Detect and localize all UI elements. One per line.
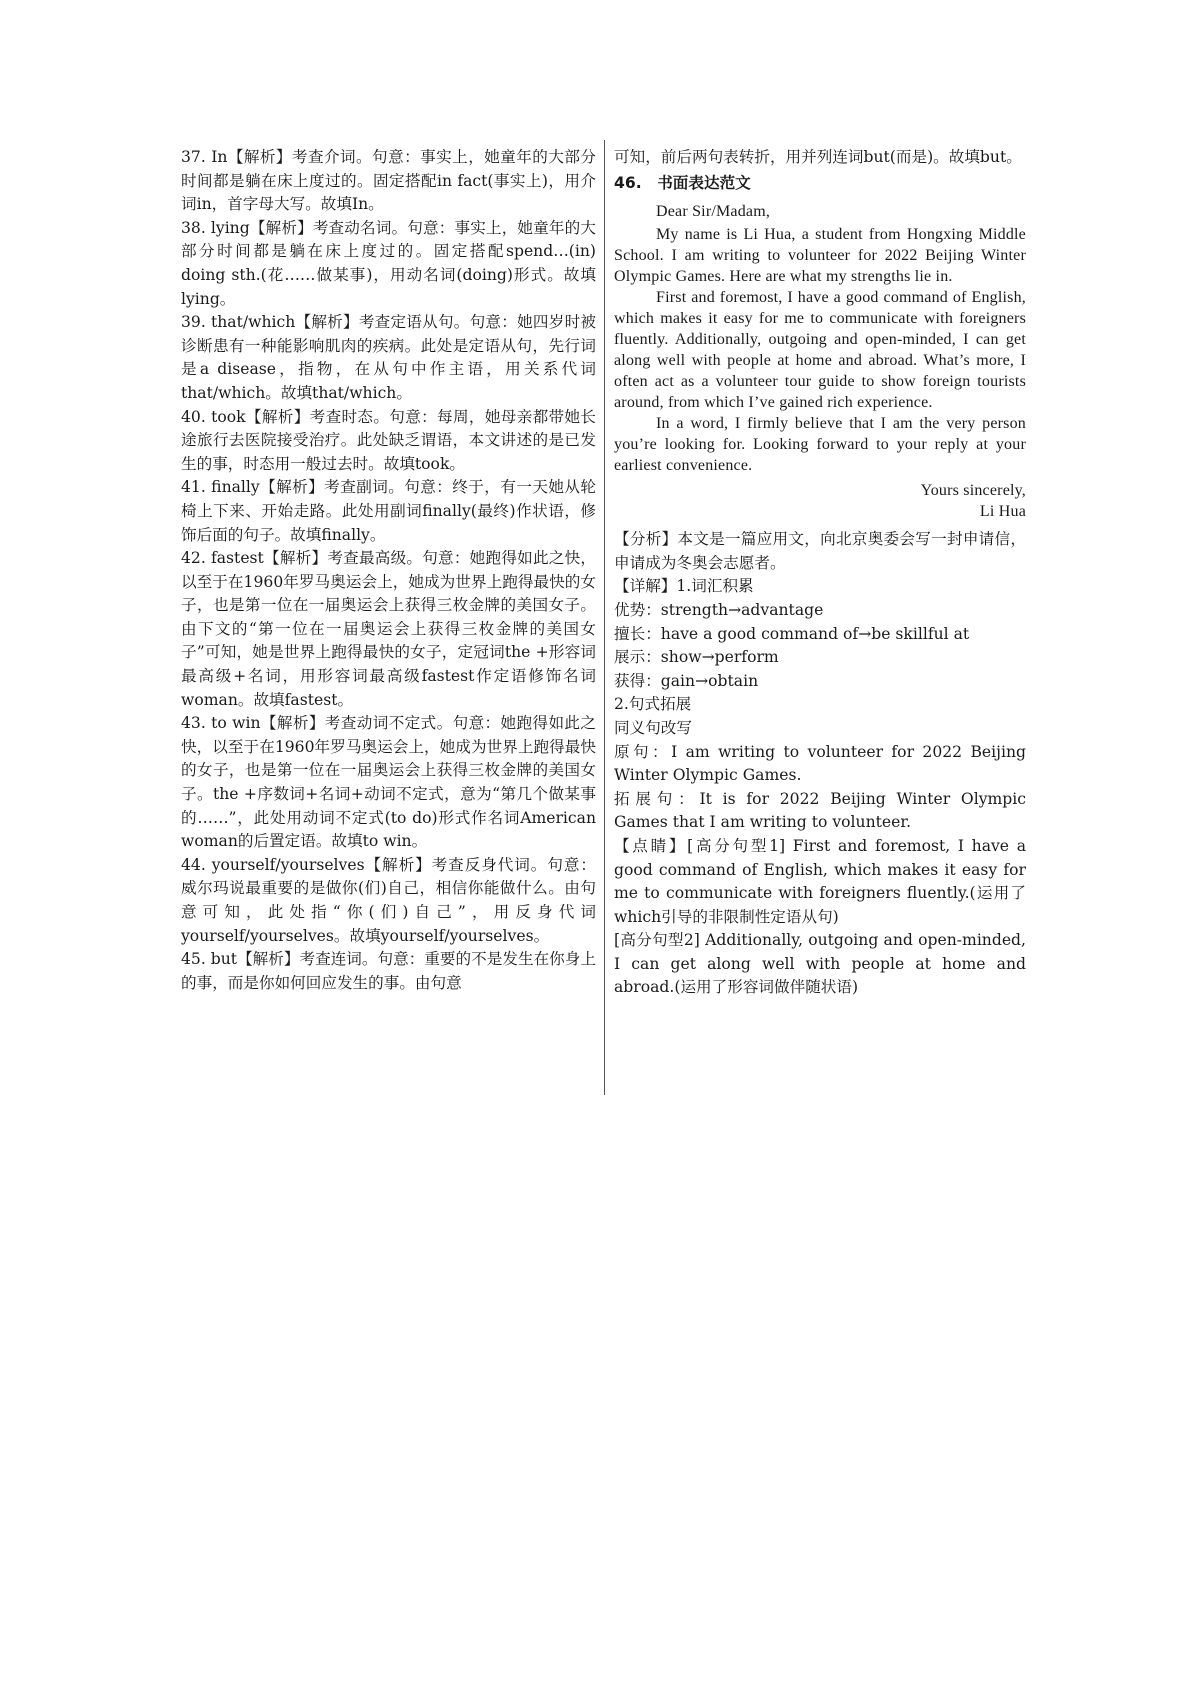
answer-item-41 bbox=[181, 476, 596, 547]
note-original-sentence: 原句：I am writing to volunteer for 2022 Beijing Winter Olympic Games. bbox=[614, 742, 1026, 785]
note-vocab-4: 获得：gain→obtain bbox=[614, 671, 759, 690]
answer-number: 44. yourself/yourselves bbox=[181, 855, 365, 874]
answer-explanation: 【解析】考查动名词。句意：事实上，她童年的大部分时间都是躺在床上度过的。固定搭配spend…(in) doing sth.(花……做某事)，用动名词(doing)形式。故填lying。 bbox=[181, 218, 596, 308]
answer-explanation: 【解析】考查连词。句意：重要的不是发生在你身上的事，而是你如何回应发生的事。由句意 bbox=[181, 950, 596, 992]
answer-item-40 bbox=[181, 406, 596, 477]
answer-item-44 bbox=[181, 854, 596, 948]
note-highlight-2: [高分句型2] Additionally, outgoing and open-minded, I can get along well with people at home and abroad.(运用了形容词做伴随状语) bbox=[614, 931, 1026, 997]
note-sentence-heading: 2.句式拓展 bbox=[614, 695, 692, 714]
answer-item-42 bbox=[181, 547, 596, 712]
answer-number: 38. lying bbox=[181, 218, 250, 237]
answer-item-37 bbox=[181, 146, 596, 217]
answer-item-38 bbox=[181, 217, 596, 311]
note-analysis: 【分析】本文是一篇应用文，向北京奥委会写一封申请信，申请成为冬奥会志愿者。 bbox=[614, 530, 1026, 572]
answer-number: 40. took bbox=[181, 407, 246, 426]
answer-number: 41. finally bbox=[181, 478, 260, 497]
note-synonym-heading: 同义句改写 bbox=[614, 718, 692, 737]
answer-explanation: 【解析】考查介词。句意：事实上，她童年的大部分时间都是躺在床上度过的。固定搭配in fact(事实上)，用介词in，首字母大写。故填In。 bbox=[181, 148, 596, 214]
section-46-title: 46. 书面表达范文 bbox=[614, 173, 751, 192]
answer-explanation: 【解析】考查最高级。句意：她跑得如此之快，以至于在1960年罗马奥运会上，她成为世界上跑得最快的女子，也是第一位在一届奥运会上获得三枚金牌的美国女子。由下文的“第一位在一届奥运会上获得三枚金牌的美国女子”可知，她是世界上跑得最快的女子，定冠词the +形容词最高级+名词，用形容词最高级fastest作定语修饰名词woman。故填fastest。 bbox=[181, 549, 596, 709]
answer-explanation: 【解析】考查动词不定式。句意：她跑得如此之快，以至于在1960年罗马奥运会上，她成为世界上跑得最快的女子，也是第一位在一届奥运会上获得三枚金牌的美国女子。the +序数词+名词+动词不定式，意为“第几个做某事的……”，此处用动词不定式(to do)形式作名词American woman的后置定语。故填to win。 bbox=[181, 714, 596, 851]
answer-item-45 bbox=[181, 948, 596, 995]
answer-number: 43. to win bbox=[181, 714, 261, 733]
note-highlight-1: 【点睛】[高分句型1] First and foremost, I have a good command of English, which makes it easy for me to communicate with foreigners fluently.(运用了which引导的非限制性定语从句) bbox=[614, 836, 1026, 926]
note-expanded-sentence: 拓展句：It is for 2022 Beijing Winter Olympic Games that I am writing to volunteer. bbox=[614, 789, 1026, 832]
essay-paragraph-1: My name is Li Hua, a student from Hongxing Middle School. I am writing to volunteer for 2022 Beijing Winter Olympic Games. Here are what my strengths lie in. bbox=[614, 226, 1026, 286]
answer-number: 39. that/which bbox=[181, 313, 296, 332]
answer-column-right bbox=[614, 146, 1026, 1000]
answer-item-43 bbox=[181, 712, 596, 854]
essay-signature: Li Hua bbox=[979, 503, 1026, 521]
answer-explanation: 【解析】考查时态。句意：每周，她母亲都带她长途旅行去医院接受治疗。此处缺乏谓语，本文讲述的是已发生的事，时态用一般过去时。故填took。 bbox=[181, 407, 596, 473]
note-vocab-2: 擅长：have a good command of→be skillful at bbox=[614, 624, 970, 643]
essay-salutation: Dear Sir/Madam, bbox=[656, 203, 771, 221]
answer-number: 42. fastest bbox=[181, 549, 264, 568]
model-essay bbox=[614, 201, 1026, 522]
column-divider bbox=[604, 140, 605, 1095]
note-detail-heading: 【详解】1.词汇积累 bbox=[614, 577, 754, 596]
answer-explanation: 【解析】考查定语从句。句意：她四岁时被诊断患有一种能影响肌肉的疾病。此处是定语从句，先行词是a disease，指物，在从句中作主语，用关系代词that/which。故填that/which。 bbox=[181, 313, 596, 402]
note-vocab-1: 优势：strength→advantage bbox=[614, 600, 824, 619]
answer-explanation: 【解析】考查副词。句意：终于，有一天她从轮椅上下来、开始走路。此处用副词finally(最终)作状语，修饰后面的句子。故填finally。 bbox=[181, 478, 596, 544]
answer-item-45-continued: 可知，前后两句表转折，用并列连词but(而是)。故填but。 bbox=[614, 148, 1022, 166]
answer-column-left bbox=[181, 146, 596, 995]
essay-closing: Yours sincerely, bbox=[920, 482, 1026, 500]
essay-notes bbox=[614, 528, 1026, 1000]
answer-number: 45. but bbox=[181, 950, 238, 969]
note-vocab-3: 展示：show→perform bbox=[614, 648, 779, 667]
answer-number: 37. In bbox=[181, 148, 228, 166]
essay-paragraph-3: In a word, I firmly believe that I am the very person you’re looking for. Looking forward to your reply at your earliest convenience. bbox=[614, 415, 1026, 475]
answer-item-39 bbox=[181, 311, 596, 405]
essay-paragraph-2: First and foremost, I have a good command of English, which makes it easy for me to communicate with foreigners fluently. Additionally, outgoing and open-minded, I can get along well with people at home and abroad. What’s more, I often act as a volunteer tour guide to show foreign tourists around, from which I’ve gained rich experience. bbox=[614, 289, 1026, 412]
answer-explanation: 【解析】考查反身代词。句意：威尔玛说最重要的是做你(们)自己，相信你能做什么。由句意可知，此处指“你(们)自己”，用反身代词yourself/yourselves。故填yourself/yourselves。 bbox=[181, 855, 596, 945]
